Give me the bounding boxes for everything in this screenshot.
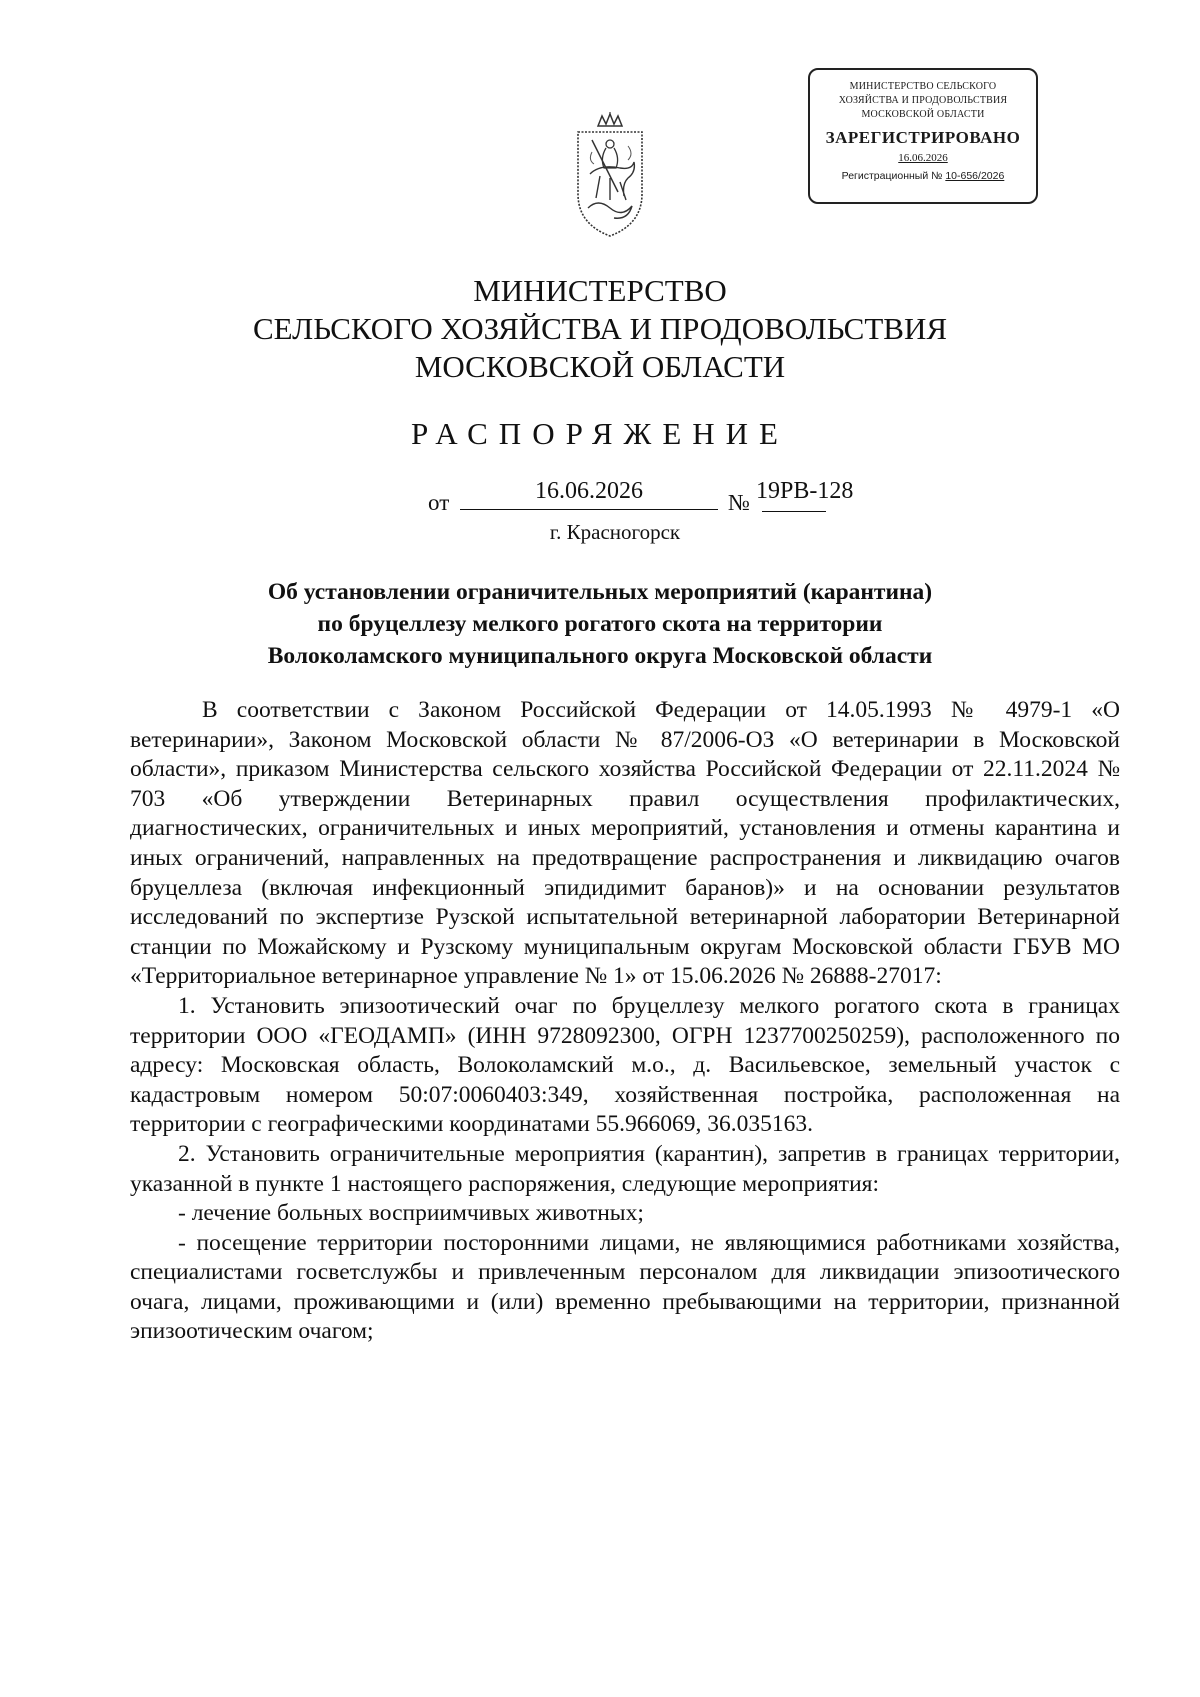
ministry-header [0,272,1200,386]
order-number: 19РВ-128 [756,478,854,504]
order-body [130,696,1120,1347]
stamp-org-line: МИНИСТЕРСТВО СЕЛЬСКОГО [849,81,997,92]
order-city: г. Красногорск [549,520,681,544]
document-type-title: РАСПОРЯЖЕНИЕ [411,416,789,451]
from-label: от [428,490,450,515]
item-paragraph: 1. Установить эпизоотический очаг по бруцеллезу мелкого рогатого скота в границах территории ООО «ГЕОДАМП» (ИНН 9728092300, ОГРН 1237700250259), расположенного по адресу: Московская область, Волоколамский м.о., д. Васильевское, земельный участок с кадастровым номером 50:07:0060403:349, хозяйственная постройка, расположенная на территории с географическими координатами 55.966069, 36.035163. [130,992,1120,1138]
subject-line: по бруцеллезу мелкого рогатого скота на территории [317,611,883,637]
number-label: № [728,490,750,515]
stamp-reg-number [810,170,1036,182]
order-subject [0,576,1200,672]
subject-line: Волоколамского муниципального округа Московской области [267,643,933,669]
registration-stamp [808,68,1038,204]
bullet-paragraph: - посещение территории посторонними лицами, не являющимися работниками хозяйства, специалистами госветслужбы и привлеченным персоналом для ликвидации эпизоотического очага, лицами, проживающими и (или) временно пребывающими на территории, признанной эпизоотическим очагом; [130,1229,1120,1345]
stamp-date: 16.06.2026 [898,152,948,164]
stamp-org-line: МОСКОВСКОЙ ОБЛАСТИ [861,109,985,120]
item-paragraph: 2. Установить ограничительные мероприятия (карантин), запретив в границах территории, указанной в пункте 1 настоящего распоряжения, следующие мероприятия: [130,1140,1120,1197]
stamp-status: ЗАРЕГИСТРИРОВАНО [825,128,1021,147]
ministry-line: МОСКОВСКОЙ ОБЛАСТИ [414,349,786,384]
order-date: 16.06.2026 [460,478,718,510]
stamp-reg-value: 10-656/2026 [945,170,1005,182]
ministry-line: СЕЛЬСКОГО ХОЗЯЙСТВА И ПРОДОВОЛЬСТВИЯ [252,311,948,346]
number-underline [762,511,826,512]
order-date-number-line [0,478,1200,518]
subject-line: Об установлении ограничительных мероприятий (карантина) [267,579,933,605]
stamp-org-line: ХОЗЯЙСТВА И ПРОДОВОЛЬСТВИЯ [838,95,1008,106]
bullet-paragraph: - лечение больных восприимчивых животных; [178,1200,644,1227]
preamble-paragraph: В соответствии с Законом Российской Федерации от 14.05.1993 № 4979-1 «О ветеринарии», Законом Московской области № 87/2006-ОЗ «О ветеринарии в Московской области», приказом Министерства сельского хозяйства Российской Федерации от 22.11.2024 № 703 «Об утверждении Ветеринарных правил осуществления профилактических, диагностических, ограничительных и иных мероприятий, установления и отмены карантина и иных ограничений, направленных на предотвращение распространения и ликвидацию очагов бруцеллеза (включая инфекционный эпидидимит баранов)» и на основании результатов исследований по экспертизе Рузской испытательной ветеринарной лаборатории Ветеринарной станции по Можайскому и Рузскому муниципальным округам Московской области ГБУВ МО «Территориальное ветеринарное управление № 1» от 15.06.2026 № 26888-27017: [130,697,1120,990]
ministry-line: МИНИСТЕРСТВО [473,273,727,308]
stamp-reg-label: Регистрационный № [841,170,946,182]
moscow-oblast-coat-of-arms-icon [570,112,650,240]
